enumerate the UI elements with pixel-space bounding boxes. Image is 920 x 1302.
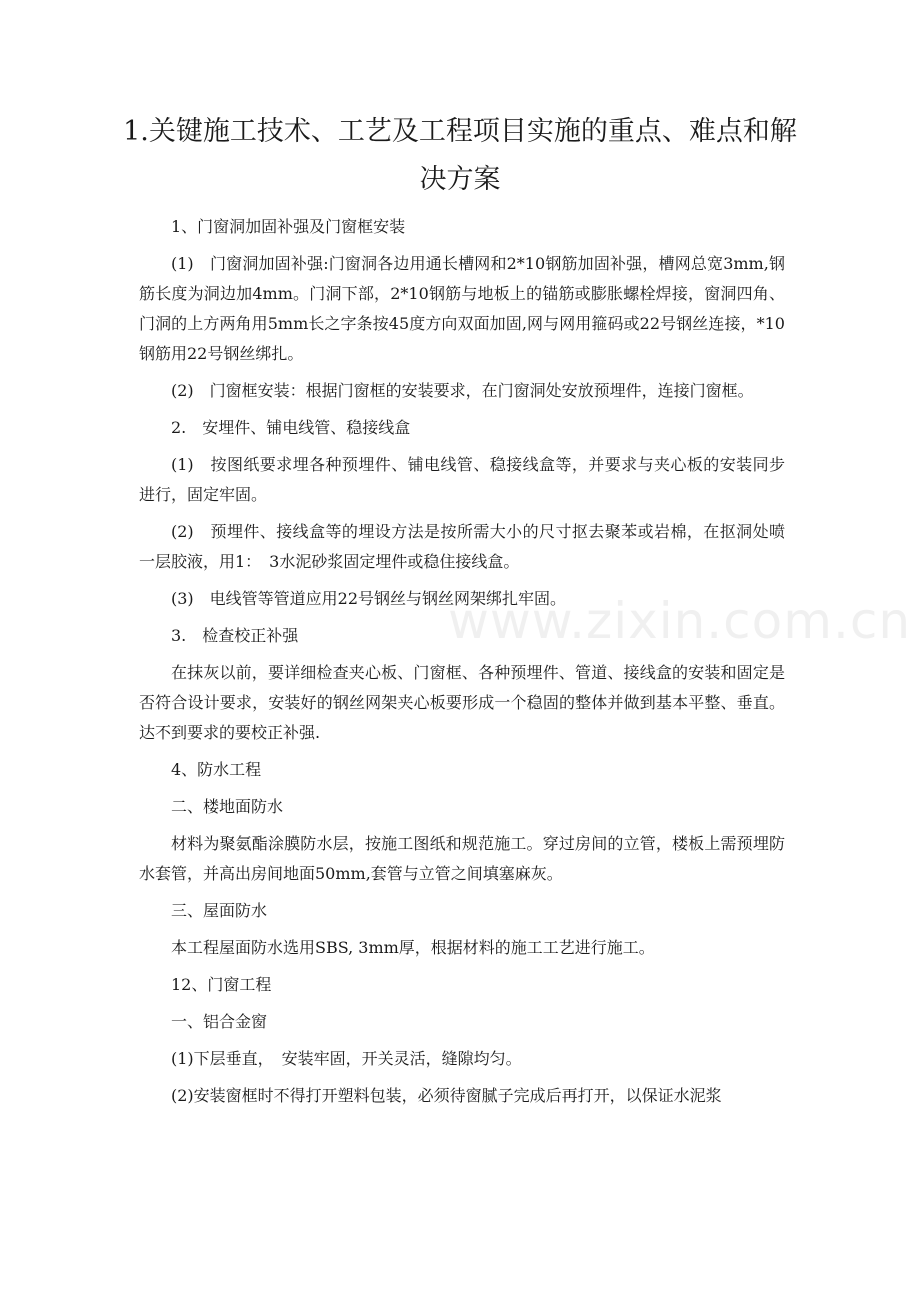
paragraph: (2) 门窗框安装：根据门窗框的安装要求，在门窗洞处安放预埋件，连接门窗框。 — [171, 381, 754, 400]
paragraph: (3) 电线管等管道应用22号钢丝与钢丝网架绑扎牢固。 — [171, 589, 567, 608]
document-title: 1.关键施工技术、工艺及工程项目实施的重点、难点和解决方案 — [123, 116, 797, 195]
paragraph: (2)安装窗框时不得打开塑料包装，必须待窗腻子完成后再打开，以保证水泥浆 — [171, 1086, 722, 1105]
paragraph: 材料为聚氨酯涂膜防水层，按施工图纸和规范施工。穿过房间的立管，楼板上需预埋防水套管，并高出房间地面50mm,套管与立管之间填塞麻灰。 — [139, 834, 785, 883]
document-body — [139, 212, 785, 1118]
subsection-heading: 一、铝合金窗 — [171, 1012, 268, 1031]
paragraph: (1) 按图纸要求埋各种预埋件、铺电线管、稳接线盒等，并要求与夹心板的安装同步进行，固定牢固。 — [139, 455, 785, 504]
paragraph: 本工程屋面防水选用SBS, 3mm厚，根据材料的施工工艺进行施工。 — [171, 938, 655, 957]
paragraph: 在抹灰以前，要详细检查夹心板、门窗框、各种预埋件、管道、接线盒的安装和固定是否符合设计要求，安装好的钢丝网架夹心板要形成一个稳固的整体并做到基本平整、垂直。达不到要求的要校正补强. — [139, 663, 785, 742]
section-heading: 4、防水工程 — [171, 760, 262, 779]
section-heading: 1、门窗洞加固补强及门窗框安装 — [171, 217, 406, 236]
subsection-heading: 二、楼地面防水 — [171, 797, 284, 816]
section-heading: 2. 安埋件、铺电线管、稳接线盒 — [171, 418, 411, 437]
paragraph: (1)下层垂直， 安装牢固，开关灵活，缝隙均匀。 — [171, 1049, 522, 1068]
subsection-heading: 三、屋面防水 — [171, 901, 268, 920]
paragraph: (1) 门窗洞加固补强:门窗洞各边用通长槽网和2*10钢筋加固补强，槽网总宽3mm,钢筋长度为洞边加4mm。门洞下部，2*10钢筋与地板上的锚筋或膨胀螺栓焊接，窗洞四角、门洞的上方两角用5mm长之字条按45度方向双面加固,网与网用箍码或22号钢丝连接，*10钢筋用22号钢丝绑扎。 — [139, 254, 785, 363]
paragraph: (2) 预埋件、接线盒等的埋设方法是按所需大小的尺寸抠去聚苯或岩棉，在抠洞处喷一层胶液，用1： 3水泥砂浆固定埋件或稳住接线盒。 — [139, 522, 785, 571]
section-heading: 3. 检查校正补强 — [171, 626, 299, 645]
section-heading: 12、门窗工程 — [171, 975, 272, 994]
watermark: www.zixin.com.cn — [448, 592, 912, 650]
